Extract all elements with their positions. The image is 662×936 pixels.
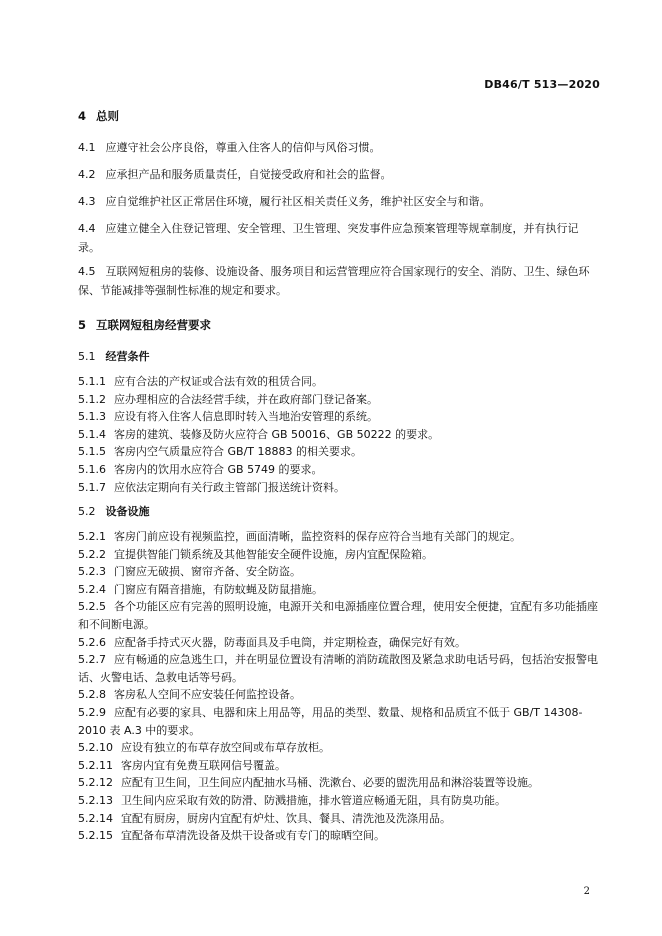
- list-item: [78, 461, 598, 479]
- item-number: 5.2.1: [78, 530, 106, 543]
- section-title: 总则: [96, 109, 120, 123]
- item-number: 5.2.6: [78, 635, 106, 649]
- clause-number: 4.1: [78, 141, 96, 154]
- clause-text: 应自觉维护社区正常居住环境，履行社区相关责任义务，维护社区安全与和谐。: [105, 195, 491, 208]
- item-number: 5.1.3: [78, 410, 106, 424]
- item-text: 各个功能区应有完善的照明设施，电源开关和电源插座位置合理，使用安全便捷，宜配有多功能插座和不间断电源。: [78, 600, 598, 631]
- item-text: 应办理相应的合法经营手续，并在政府部门登记备案。: [114, 392, 378, 406]
- document-code: DB46/T 513—2020: [484, 78, 600, 91]
- item-text: 应设有独立的布草存放空间或布草存放柜。: [121, 741, 330, 755]
- clause-number: 4.4: [78, 222, 96, 235]
- subsection-5-2-heading: [78, 503, 598, 522]
- subsection-5-1-items: [78, 373, 598, 496]
- subsection-title: 设备设施: [105, 505, 150, 518]
- list-item: [78, 686, 598, 704]
- list-item: [78, 739, 598, 757]
- item-number: 5.2.11: [78, 758, 113, 772]
- list-item: [78, 426, 598, 444]
- item-number: 5.2.5: [78, 600, 106, 614]
- item-number: 5.2.10: [78, 741, 113, 755]
- item-number: 5.2.4: [78, 582, 106, 596]
- list-item: [78, 546, 598, 564]
- subsection-title: 经营条件: [105, 350, 150, 363]
- list-item: [78, 757, 598, 775]
- item-number: 5.1.5: [78, 445, 106, 459]
- item-number: 5.2.12: [78, 776, 113, 790]
- list-item: [78, 479, 598, 497]
- item-number: 5.2.7: [78, 653, 106, 667]
- list-item: [78, 581, 598, 599]
- clause-text: 互联网短租房的装修、设施设备、服务项目和运营管理应符合国家现行的安全、消防、卫生、绿色环保、节能减排等强制性标准的规定和要求。: [78, 265, 590, 297]
- item-number: 5.2.3: [78, 565, 106, 579]
- item-text: 客房内的饮用水应符合 GB 5749 的要求。: [114, 462, 323, 476]
- list-item: [78, 634, 598, 652]
- item-text: 宜配有厨房，厨房内宜配有炉灶、饮具、餐具、清洗池及洗涤用品。: [121, 811, 451, 825]
- item-number: 5.1.1: [78, 375, 106, 388]
- item-number: 5.1.6: [78, 462, 106, 476]
- item-text: 应设有将入住客人信息即时转入当地治安管理的系统。: [114, 410, 378, 424]
- list-item: [78, 792, 598, 810]
- page-number: 2: [583, 886, 590, 897]
- subsection-number: 5.1: [78, 350, 96, 363]
- clause-text: 应承担产品和服务质量责任，自觉接受政府和社会的监督。: [105, 168, 392, 181]
- list-item: [78, 443, 598, 461]
- list-item: [78, 563, 598, 581]
- item-number: 5.2.9: [78, 705, 106, 719]
- item-text: 宜提供智能门锁系统及其他智能安全硬件设施，房内宜配保险箱。: [114, 547, 433, 561]
- clause-4-3: [78, 193, 598, 212]
- item-text: 客房内空气质量应符合 GB/T 18883 的相关要求。: [114, 445, 362, 459]
- clause-text: 应遵守社会公序良俗，尊重入住客人的信仰与风俗习惯。: [105, 141, 381, 154]
- clause-number: 4.5: [78, 265, 96, 278]
- item-number: 5.1.4: [78, 427, 106, 441]
- subsection-5-2-items: [78, 528, 598, 845]
- item-text: 客房门前应设有视频监控，画面清晰，监控资料的保存应符合当地有关部门的规定。: [114, 530, 521, 543]
- item-number: 5.2.14: [78, 811, 113, 825]
- subsection-5-1-heading: [78, 348, 598, 367]
- item-number: 5.2.8: [78, 688, 106, 702]
- item-text: 应配备手持式灭火器，防毒面具及手电筒，并定期检查，确保完好有效。: [114, 635, 466, 649]
- list-item: [78, 827, 598, 845]
- item-text: 应配有卫生间，卫生间应内配抽水马桶、洗漱台、必要的盥洗用品和淋浴装置等设施。: [121, 776, 539, 790]
- list-item: [78, 408, 598, 426]
- list-item: [78, 373, 598, 391]
- section-4-heading: [78, 107, 598, 126]
- list-item: [78, 391, 598, 409]
- subsection-number: 5.2: [78, 505, 96, 518]
- item-number: 5.1.7: [78, 480, 106, 494]
- section-number: 5: [78, 318, 87, 332]
- item-text: 应依法定期向有关行政主管部门报送统计资料。: [114, 480, 345, 494]
- item-text: 客房私人空间不应安装任何监控设备。: [114, 688, 301, 702]
- clause-number: 4.2: [78, 168, 96, 181]
- list-item: [78, 528, 598, 546]
- item-number: 5.2.15: [78, 829, 113, 843]
- list-item: [78, 598, 598, 633]
- section-5-heading: [78, 316, 598, 335]
- item-number: 5.2.2: [78, 547, 106, 561]
- clause-4-4: [78, 220, 598, 257]
- item-number: 5.2.13: [78, 793, 113, 807]
- section-title: 互联网短租房经营要求: [96, 318, 212, 332]
- item-text: 应有合法的产权证或合法有效的租赁合同。: [114, 375, 323, 388]
- list-item: [78, 810, 598, 828]
- item-text: 门窗应无破损、窗帘齐备、安全防盗。: [114, 565, 301, 579]
- clause-4-2: [78, 166, 598, 185]
- list-item: [78, 704, 598, 739]
- list-item: [78, 774, 598, 792]
- item-text: 宜配备布草清洗设备及烘干设备或有专门的晾晒空间。: [121, 829, 385, 843]
- item-number: 5.1.2: [78, 392, 106, 406]
- item-text: 应有畅通的应急逃生口，并在明显位置设有清晰的消防疏散图及紧急求助电话号码，包括治安报警电话、火警电话、急救电话等号码。: [78, 653, 598, 684]
- item-text: 客房的建筑、装修及防火应符合 GB 50016、GB 50222 的要求。: [114, 427, 440, 441]
- item-text: 卫生间内应采取有效的防滑、防溅措施，排水管道应畅通无阻，具有防臭功能。: [121, 793, 506, 807]
- item-text: 门窗应有隔音措施，有防蚊蝇及防鼠措施。: [114, 582, 323, 596]
- item-text: 应配有必要的家具、电器和床上用品等，用品的类型、数量、规格和品质宜不低于 GB/T 14308-2010 表 A.3 中的要求。: [78, 705, 583, 737]
- item-text: 客房内宜有免费互联网信号覆盖。: [121, 758, 286, 772]
- clause-text: 应建立健全入住登记管理、安全管理、卫生管理、突发事件应急预案管理等规章制度，并有执行记录。: [78, 222, 579, 254]
- list-item: [78, 651, 598, 686]
- clause-4-5: [78, 263, 598, 300]
- clause-4-1: [78, 139, 598, 158]
- clause-number: 4.3: [78, 195, 96, 208]
- section-number: 4: [78, 109, 87, 123]
